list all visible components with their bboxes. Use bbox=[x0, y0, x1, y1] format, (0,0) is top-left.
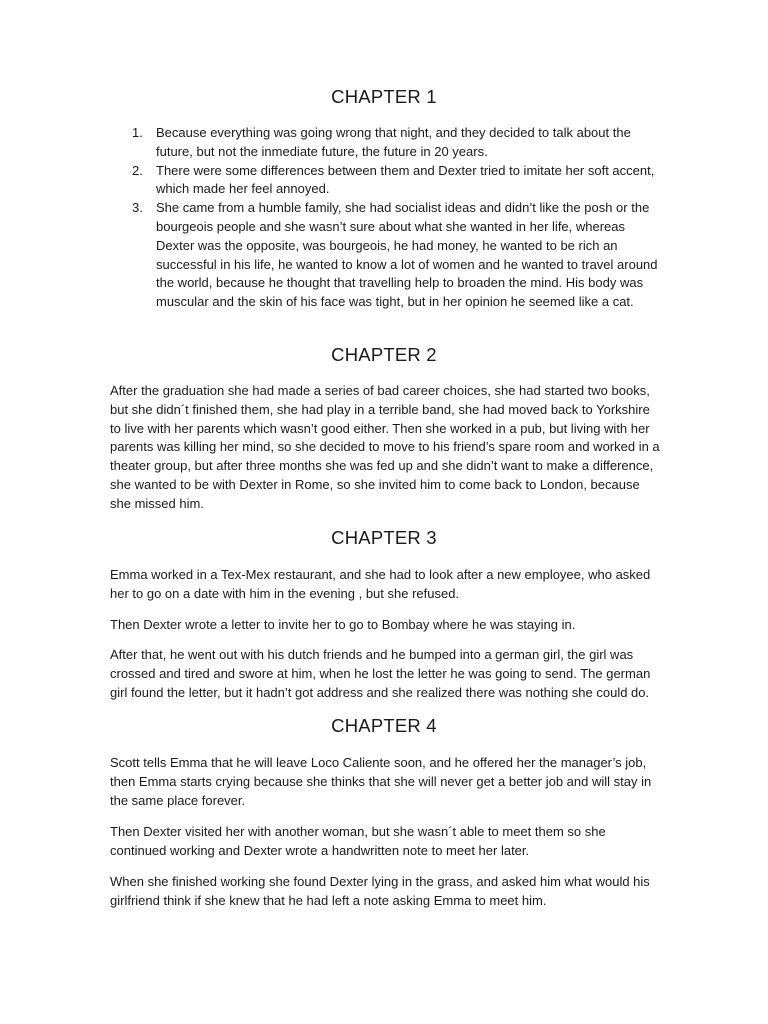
list-item-number: 2. bbox=[132, 162, 143, 178]
chapter-3-heading: CHAPTER 3 bbox=[331, 527, 437, 548]
chapter-1-heading: CHAPTER 1 bbox=[331, 86, 437, 107]
chapter-3-paragraph-1: Emma worked in a Tex-Mex restaurant, and she had to look after a new employee, who asked her to go on a date with him in the evening , but she refused. bbox=[110, 567, 651, 601]
list-item-number: 3. bbox=[132, 200, 143, 216]
list-item-number: 1. bbox=[132, 125, 143, 140]
chapter-4-paragraph-2: Then Dexter visited her with another woman, but she wasn´t able to meet them so she continued working and Dexter wrote a handwritten note to meet her later. bbox=[110, 824, 606, 858]
list-item-text: Because everything was going wrong that night, and they decided to talk about the future, but not the inmediate future, the future in 20 years. bbox=[156, 125, 631, 159]
chapter-4-paragraph-3: When she finished working she found Dexter lying in the grass, and asked him what would his girlfriend think if she knew that he had left a note asking Emma to meet him. bbox=[110, 874, 650, 908]
list-item bbox=[110, 124, 662, 162]
list-item-text: There were some differences between them and Dexter tried to imitate her soft accent, which made her feel annoyed. bbox=[156, 162, 655, 197]
chapter-2-heading: CHAPTER 2 bbox=[331, 344, 437, 365]
chapter-4-paragraph-1: Scott tells Emma that he will leave Loco Caliente soon, and he offered her the manager’s job, then Emma starts crying because she thinks that she will never get a better job and will stay in the same place forever. bbox=[110, 755, 652, 808]
chapter-4-heading: CHAPTER 4 bbox=[331, 715, 437, 736]
list-item bbox=[110, 199, 662, 312]
list-item-text: She came from a humble family, she had socialist ideas and didn’t like the posh or the bourgeois people and she wasn’t sure about what she wanted in her life, whereas Dexter was the opposite, was bourgeois, he had money, he wanted to be rich an successful in his life, he wanted to know a lot of women and he wanted to travel around the world, because he thought that travelling help to broaden the mind. His body was muscular and the skin of his face was tight, but in her opinion he seemed like a cat. bbox=[156, 200, 658, 310]
list-item bbox=[110, 162, 662, 200]
chapter-2-paragraph: After the graduation she had made a series of bad career choices, she had started two books, but she didn´t finished them, she had play in a terrible band, she had moved back to Yorkshire to live with her parents which wasn’t good either. Then she worked in a pub, but living with her parents was killing her mind, so she decided to move to his friend’s spare room and worked in a theater group, but after three months she was fed up and she didn’t want to make a difference, she wanted to be with Dexter in Rome, so she invited him to come back to London, because she missed him. bbox=[110, 383, 660, 511]
chapter-1-list bbox=[110, 124, 662, 312]
chapter-3-paragraph-3: After that, he went out with his dutch friends and he bumped into a german girl, the girl was crossed and tired and swore at him, when he lost the letter he was going to send. The german girl found the letter, but it hadn’t got address and she realized there was nothing she could do. bbox=[110, 647, 651, 700]
chapter-3-paragraph-2: Then Dexter wrote a letter to invite her to go to Bombay where he was staying in. bbox=[110, 617, 576, 632]
